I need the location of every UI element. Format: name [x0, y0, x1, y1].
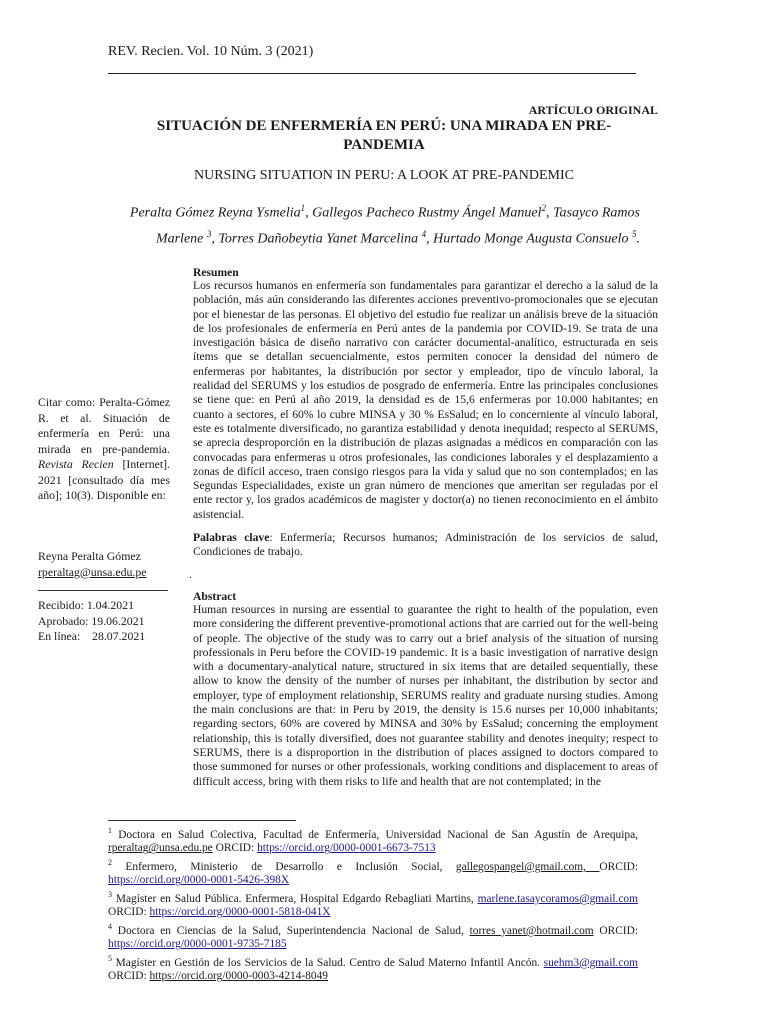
footnote-text: Doctora en Ciencias de la Salud, Superintendencia Nacional de Salud,	[112, 924, 470, 937]
sidebar-rule	[38, 590, 168, 591]
footnote-number: 5	[108, 953, 112, 963]
footnote-rule	[108, 820, 296, 821]
author-affiliation-mark: 1	[300, 203, 306, 213]
orcid-label: ORCID:	[212, 842, 258, 855]
footnote-email[interactable]: suehm3@gmail.com	[543, 956, 638, 969]
footnote-email[interactable]: torres_yanet@hotmail.com	[469, 924, 594, 937]
footnote-text: Magíster en Gestión de los Servicios de la Salud. Centro de Salud Materno Infantil Ancón.	[112, 956, 544, 969]
footnote-1	[108, 824, 638, 856]
orcid-label: ORCID:	[108, 906, 150, 919]
orcid-link[interactable]: https://orcid.org/0000-0001-5818-041X	[149, 906, 331, 919]
orcid-link[interactable]: https://orcid.org/0000-0001-5426-398X	[108, 874, 290, 887]
separator-dot: .	[189, 569, 192, 581]
journal-header: REV. Recien. Vol. 10 Núm. 3 (2021)	[108, 44, 314, 59]
orcid-label: ORCID:	[599, 860, 639, 873]
footnote-number: 2	[108, 857, 112, 867]
keywords	[193, 531, 658, 560]
footnote-email[interactable]: gallegospangel@gmail.com,	[455, 860, 600, 873]
footnote-3	[108, 888, 638, 920]
footnote-email[interactable]: rperaltag@unsa.edu.pe	[108, 842, 213, 855]
article-type-label: ARTÍCULO ORIGINAL	[528, 103, 658, 117]
article-subtitle: NURSING SITUATION IN PERU: A LOOK AT PRE-PANDEMIC	[194, 168, 574, 183]
orcid-label: ORCID:	[108, 970, 150, 983]
footnotes	[108, 824, 638, 984]
online-date: En línea: 28.07.2021	[38, 629, 146, 643]
author-name: Hurtado Monge Augusta Consuelo	[433, 231, 629, 247]
footnote-4	[108, 920, 638, 952]
author-name: Torres Dañobeytia Yanet Marcelina	[218, 231, 419, 247]
footnote-number: 1	[108, 826, 112, 835]
author-affiliation-mark: 3	[206, 228, 212, 239]
citation-details: [Internet]. 2021 [consultado día mes año]; 10(3). Disponible en:	[38, 457, 170, 502]
orcid-label: ORCID:	[593, 924, 638, 937]
corresponding-author	[38, 549, 170, 580]
resumen-body: Los recursos humanos en enfermería son fundamentales para garantizar el derecho a la salud de la población, más aún considerando las diferentes acciones preventivo-promocionales que se ejecutan por el bienestar de las personas. El objetivo del estudio fue realizar un análisis breve de la situación de los profesionales de enfermería en Perú antes de la pandemia por COVID-19. Se trata de una investigación básica de diseño narrativo con carácter documental-analítico, estructurada en seis ítems que se detallan secuencialmente, estos permiten conocer la densidad del número de enfermeras por habitantes, la distribución por sector y empleador, tipo de vínculo laboral, la realidad del SERUMS y los estudios de posgrado de enfermería. Entre las principales conclusiones se tiene que: en Perú al año 2019, la densidad es de 15,6 enfermeras por 10.000 habitantes; en cuanto a sectores, el 60% lo cubre MINSA y 30 % EsSalud; en lo concerniente al vínculo laboral, este es totalmente diversificado, no garantiza estabilidad y denota inequidad; respecto al SERUMS, se aprecia desproporción en la distribución de plazas asignadas a médicos en comparación con las convocadas para enfermeras u otros profesionales, las condiciones laborales y el desplazamiento a zonas de difícil acceso, traen consigo riesgos para la vida y salud que no son contemplados; en las Segundas Especialidades, existe un gran número de menciones que ameritan ser reguladas por el ente rector y, los grados académicos de magister y doctor(a) no tienen reconocimiento en el ámbito asistencial.	[193, 279, 658, 521]
approved-date: Aprobado: 19.06.2021	[38, 613, 145, 628]
footnote-email[interactable]: marlene.tasaycoramos@gmail.com	[477, 892, 638, 905]
orcid-link[interactable]: https://orcid.org/0000-0001-6673-7513	[257, 842, 436, 855]
citation-journal: Revista Recien	[38, 457, 114, 471]
citation-block	[38, 395, 170, 504]
author-affiliation-mark: 4	[421, 228, 427, 239]
citation-text: Citar como: Peralta-Gómez R. et al. Situación de enfermería en Perú: una mirada en pre-pandemia.	[38, 395, 170, 456]
publication-dates	[38, 598, 170, 645]
keywords-label: Palabras clave	[193, 531, 270, 544]
corresponding-author-name: Reyna Peralta Gómez	[38, 549, 141, 563]
author-affiliation-mark: 5	[632, 228, 637, 239]
abstract-heading: Abstract	[193, 590, 237, 603]
keywords-list: : Enfermería; Recursos humanos; Administración de los servicios de salud, Condiciones de trabajo.	[193, 531, 658, 559]
author-name: Tasayco Ramos Marlene	[155, 205, 640, 247]
footnote-number: 3	[108, 889, 112, 899]
resumen-heading: Resumen	[193, 266, 239, 279]
abstract-body: Human resources in nursing are essential to guarantee the right to health of the population, even more considering the different preventive-promotional actions that are carried out for the well-being of people. The objective of the study was to carry out a brief analysis of the situation of nursing professionals in Peru before the COVID-19 pandemic. It is a basic investigation of narrative design with a documentary-analytical nature, structured in six items that are detailed sequentially, these allow to know the density of the number of nurses per inhabitant, the distribution by sector and employer, type of employment relationship, SERUMS reality and graduate nursing studies. Among the main conclusions are that: in Peru by 2019, the density is 15.6 nurses per 10,000 inhabitants; regarding sectors, 60% are covered by MINSA and 30% by EsSalud; concerning the employment relationship, this is totally diversified, does not guarantee stability and denotes inequity; respect to SERUMS, there is a disproportion in the distribution of places assigned to doctors compared to those summoned for nurses or other professionals, working conditions and displacement to areas of difficult access, bring with them risks to life and health that are not contemplated; in the	[193, 603, 658, 788]
author-name: Gallegos Pacheco Rustmy Ángel Manuel	[312, 205, 542, 221]
corresponding-author-email-link[interactable]: rperaltag@unsa.edu.pe	[38, 564, 147, 579]
footnote-text: Enfermero, Ministerio de Desarrollo e Inclusión Social,	[112, 860, 456, 873]
footnote-5	[108, 952, 638, 984]
footnote-text: Doctora en Salud Colectiva, Facultad de Enfermería, Universidad Nacional de San Agustín de Arequipa,	[112, 828, 638, 841]
footnote-text: Magíster en Salud Pública. Enfermera, Hospital Edgardo Rebagliati Martins,	[112, 892, 478, 905]
author-affiliation-mark: 2	[541, 203, 546, 213]
author-name: Peralta Gómez Reyna Ysmelia	[129, 205, 301, 221]
orcid-link[interactable]: https://orcid.org/0000-0003-4214-8049	[149, 970, 328, 983]
footnote-number: 4	[108, 921, 112, 931]
orcid-link[interactable]: https://orcid.org/0000-0001-9735-7185	[108, 938, 287, 951]
received-date: Recibido: 1.04.2021	[38, 598, 135, 612]
footnote-2	[108, 856, 638, 888]
author-list: Peralta Gómez Reyna Ysmelia$^1$, Gallegos Pacheco Rustmy Ángel Manuel$^2$, Tasayco Ramos Marlene $^3$, Torres Dañobeytia Yanet Marcelina $^4$, Hurtado Monge Augusta Consuelo $^5$.	[129, 203, 640, 247]
article-title: SITUACIÓN DE ENFERMERÍA EN PERÚ: UNA MIRADA EN PRE-PANDEMIA	[156, 118, 612, 153]
header-rule	[108, 73, 636, 74]
